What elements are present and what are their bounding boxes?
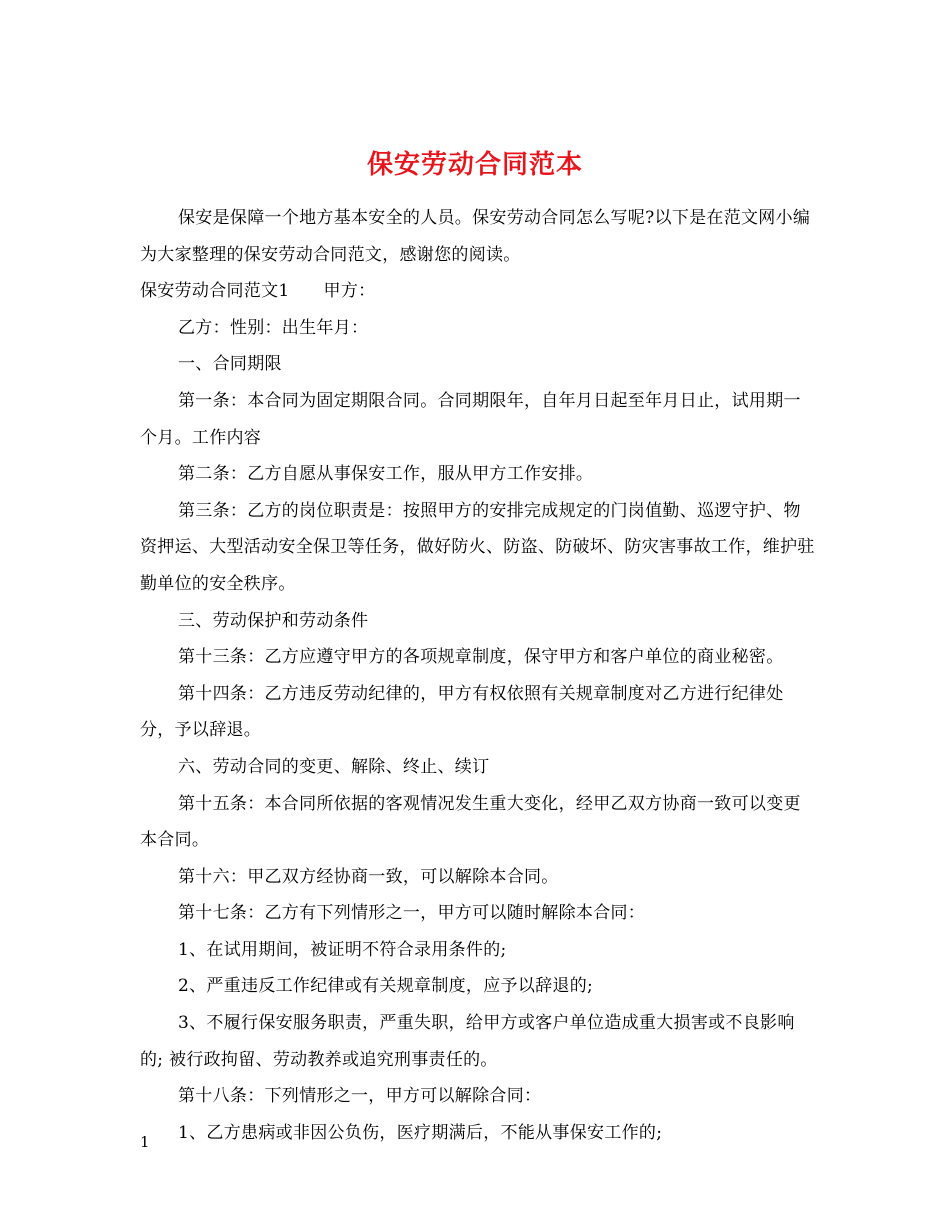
section-heading-contract-changes: 六、劳动合同的变更、解除、终止、续订 — [178, 756, 490, 777]
article-2: 第二条：乙方自愿从事保安工作，服从甲方工作安排。 — [178, 464, 594, 485]
article-1: 第一条：本合同为固定期限合同。合同期限年，自年月日起至年月日止，试用期一个月。工作内容 — [140, 390, 801, 448]
document-body — [140, 200, 815, 1151]
article-13: 第十三条：乙方应遵守甲方的各项规章制度，保守甲方和客户单位的商业秘密。 — [178, 647, 784, 668]
article-17-item-2: 2、严重违反工作纪律或有关规章制度，应予以辞退的; — [178, 976, 594, 997]
intro-paragraph: 保安是保障一个地方基本安全的人员。保安劳动合同怎么写呢?以下是在范文网小编为大家整理的保安劳动合同范文，感谢您的阅读。 — [140, 208, 811, 265]
article-3: 第三条：乙方的岗位职责是：按照甲方的安排完成规定的门岗值勤、巡逻守护、物资押运、大型活动安全保卫等任务，做好防火、防盗、防破坏、防灾害事故工作，维护驻勤单位的安全秩序。 — [140, 500, 815, 594]
article-18: 第十八条：下列情形之一，甲方可以解除合同： — [178, 1086, 542, 1107]
page-number: 1 — [140, 1133, 150, 1151]
document-title: 保安劳动合同范本 — [366, 150, 583, 181]
article-17: 第十七条：乙方有下列情形之一，甲方可以随时解除本合同： — [178, 903, 646, 924]
section-heading-contract-term: 一、合同期限 — [178, 354, 282, 375]
article-16: 第十六：甲乙双方经协商一致，可以解除本合同。 — [178, 866, 559, 887]
section-heading-labor-protection: 三、劳动保护和劳动条件 — [178, 610, 369, 631]
party-b-line: 乙方：性别：出生年月： — [178, 317, 369, 338]
article-18-item-1: 1、乙方患病或非因公负伤，医疗期满后，不能从事保安工作的; — [178, 1122, 663, 1143]
article-17-item-3: 3、不履行保安服务职责，严重失职，给甲方或客户单位造成重大损害或不良影响的; 被行政拘留、劳动教养或追究刑事责任的。 — [140, 1013, 795, 1070]
sample-heading-line — [140, 273, 815, 310]
article-15: 第十五条：本合同所依据的客观情况发生重大变化，经甲乙双方协商一致可以变更本合同。 — [140, 793, 801, 851]
article-14: 第十四条：乙方违反劳动纪律的，甲方有权依照有关规章制度对乙方进行纪律处分，予以辞退。 — [140, 683, 784, 741]
party-a-label: 甲方： — [323, 281, 376, 302]
article-17-item-1: 1、在试用期间，被证明不符合录用条件的; — [178, 939, 507, 960]
sample-label: 保安劳动合同范文1 — [140, 281, 290, 302]
